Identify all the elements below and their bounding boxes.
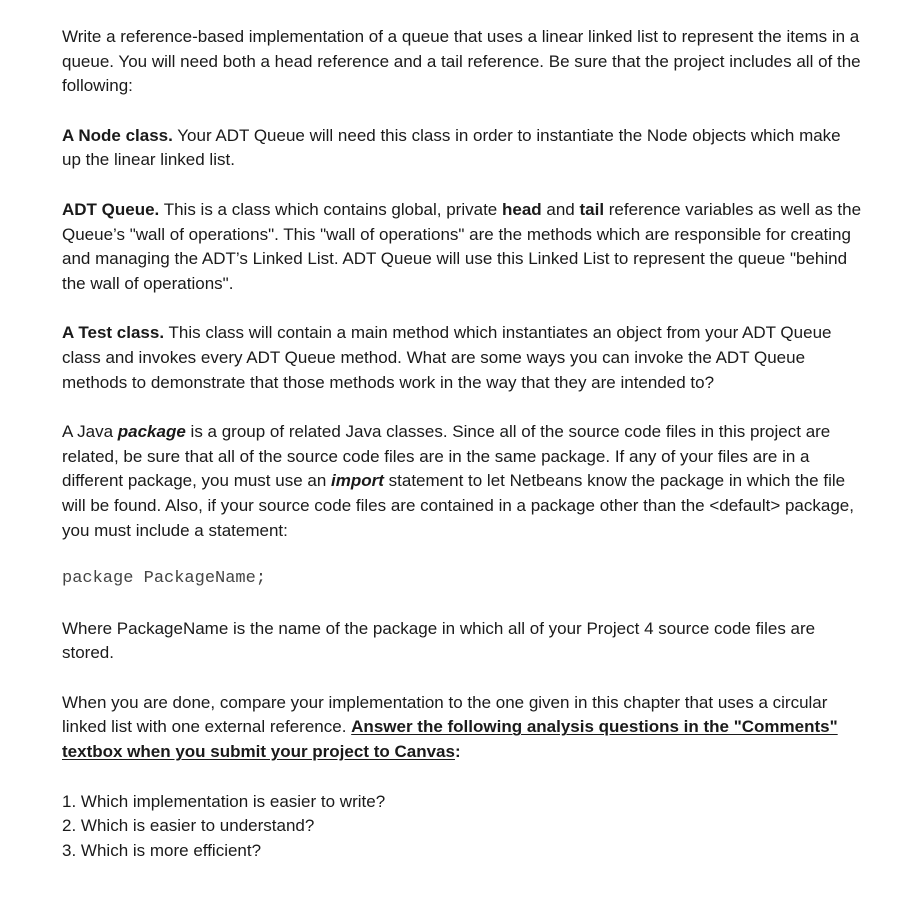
question-text: Which is more efficient? bbox=[76, 841, 262, 861]
adt-queue-text-2: and bbox=[541, 199, 580, 219]
adt-queue-text-3: reference variables as well as the Queue’s "wall of operations". This "wall of operations" are the methods which are responsible for creating and managing the ADT’s Linked List. ADT Queue will use this Linked List to represent the queue "behind the wall of operations". bbox=[62, 199, 862, 293]
where-paragraph bbox=[62, 617, 862, 666]
test-class-paragraph bbox=[62, 321, 862, 395]
intro-text: Write a reference-based implementation of a queue that uses a linear linked list to represent the items in a queue. You will need both a head reference and a tail reference. Be sure that the project includes all of the following: bbox=[62, 27, 861, 96]
where-text: Where PackageName is the name of the package in which all of your Project 4 source code files are stored. bbox=[62, 618, 816, 663]
package-text-3: statement to let Netbeans know the package in which the file will be found. Also, if your source code files are contained in a package other than the <default> package, you must include a statement: bbox=[62, 471, 854, 540]
analysis-colon: : bbox=[454, 742, 461, 762]
done-text: When you are done, compare your implementation to the one given in this chapter that uses a circular linked list with one external reference. bbox=[62, 692, 828, 737]
head-keyword: head bbox=[501, 199, 542, 219]
analysis-questions-list bbox=[62, 790, 862, 864]
package-text-2: is a group of related Java classes. Since all of the source code files in this project are related, be sure that all of the source code files are in the same package. If any of your files are in a different package, you must use an bbox=[62, 422, 831, 491]
question-number: 1. bbox=[62, 791, 77, 811]
package-paragraph bbox=[62, 420, 862, 543]
adt-queue-paragraph bbox=[62, 198, 862, 296]
done-paragraph bbox=[62, 691, 862, 765]
question-number: 2. bbox=[62, 816, 77, 836]
test-class-text: This class will contain a main method which instantiates an object from your ADT Queue class and invokes every ADT Queue method. What are some ways you can invoke the ADT Queue methods to demonstrate that those methods work in the way that they are intended to? bbox=[62, 323, 832, 392]
node-class-paragraph bbox=[62, 124, 862, 173]
intro-paragraph bbox=[62, 25, 862, 99]
node-class-text: Your ADT Queue will need this class in order to instantiate the Node objects which make up the linear linked list. bbox=[62, 125, 841, 170]
package-text-1: A Java bbox=[62, 422, 118, 442]
adt-queue-text-1: This is a class which contains global, private bbox=[159, 199, 502, 219]
adt-queue-heading: ADT Queue. bbox=[62, 199, 160, 219]
list-item bbox=[62, 814, 862, 839]
test-class-heading: A Test class. bbox=[62, 323, 165, 343]
node-class-heading: A Node class. bbox=[62, 125, 173, 145]
question-text: Which is easier to understand? bbox=[76, 816, 315, 836]
package-code-line: package PackageName; bbox=[62, 569, 267, 589]
question-text: Which implementation is easier to write? bbox=[76, 791, 386, 811]
list-item bbox=[62, 790, 862, 815]
list-item bbox=[62, 839, 862, 864]
tail-keyword: tail bbox=[579, 199, 605, 219]
question-number: 3. bbox=[62, 841, 77, 861]
document-page bbox=[62, 25, 862, 864]
import-keyword: import bbox=[331, 471, 384, 491]
analysis-instruction: Answer the following analysis questions in the "Comments" textbox when you submit your project to Canvas bbox=[62, 717, 838, 762]
package-keyword: package bbox=[117, 422, 186, 442]
